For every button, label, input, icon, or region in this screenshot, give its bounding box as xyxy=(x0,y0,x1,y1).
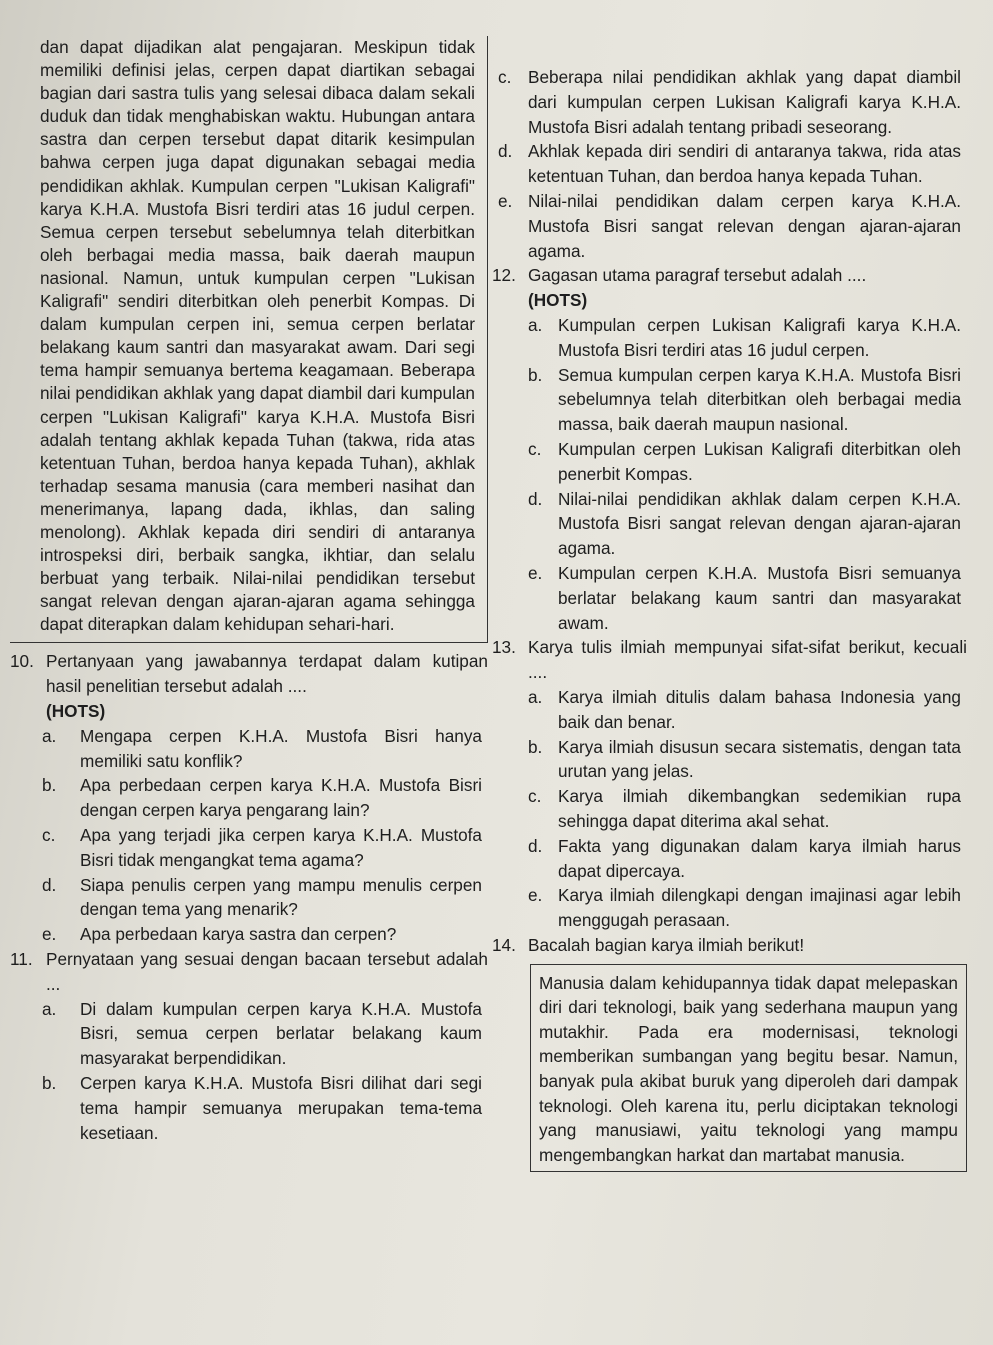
question-number: 13. xyxy=(492,637,516,658)
option-d[interactable]: d. Akhlak kepada diri sendiri di antaranya takwa, rida atas ketentuan Tuhan, dan berdoa hanya kepada Tuhan. xyxy=(498,141,961,187)
option-e[interactable]: e. Nilai-nilai pendidikan dalam cerpen karya K.H.A. Mustofa Bisri sangat relevan dengan ajaran-ajaran agama. xyxy=(498,190,961,261)
question-stem: Pertanyaan yang jawabannya terdapat dalam kutipan hasil penelitian tersebut adalah .... (HOTS) xyxy=(46,651,488,722)
hots-label: (HOTS) xyxy=(46,701,106,722)
question-stem: Gagasan utama paragraf tersebut adalah .... (HOTS) xyxy=(528,265,867,311)
option-d[interactable]: d. Siapa penulis cerpen yang mampu menulis cerpen dengan tema yang menarik? xyxy=(42,874,482,920)
option-e[interactable]: e. Kumpulan cerpen K.H.A. Mustofa Bisri semuanya berlatar belakang kaum santri dan masyarakat awam. xyxy=(528,562,961,633)
passage-text: dan dapat dijadikan alat pengajaran. Meskipun tidak memiliki definisi jelas, cerpen dapat diartikan sebagai bagian dari sastra tulis yang selesai dibaca dalam sekali duduk dan tidak menghabiskan waktu. Hubungan antara sastra dan cerpen tersebut dapat ditarik kesimpulan bahwa cerpen juga dapat digunakan sebagai media pendidikan akhlak. Kumpulan cerpen "Lukisan Kaligrafi" karya K.H.A. Mustofa Bisri terdiri atas 16 judul cerpen. Semua cerpen tersebut sebelumnya telah diterbitkan oleh berbagai media massa, baik daerah maupun nasional. Namun, untuk kumpulan cerpen "Lukisan Kaligrafi" sendiri diterbitkan oleh penerbit Kompas. Di dalam kumpulan cerpen ini, semua cerpen berlatar belakang kaum santri dan masyarakat awam. Dari segi tema hampir semuanya bertema keagamaan. Beberapa nilai pendidikan akhlak yang dapat diambil dari kumpulan cerpen "Lukisan Kaligrafi" karya K.H.A. Mustofa Bisri adalah tentang akhlak kepada Tuhan (takwa, rida atas ketentuan Tuhan, berdoa hanya kepada Tuhan), akhlak terhadap sesama manusia (cara memberi nasihat dan menerimanya, lapang dada, ikhlas, dan saling menolong). Akhlak kepada diri sendiri di antaranya introspeksi diri, berbaik sangka, ikhtiar, dan selalu berbuat yang terbaik. Nilai-nilai pendidikan tersebut sangat relevan dengan ajaran-ajaran agama sehingga dapat diterapkan dalam kehidupan sehari-hari. xyxy=(40,37,475,635)
reading-box xyxy=(530,964,967,1173)
question-number: 14. xyxy=(492,934,516,955)
question-number: 11. xyxy=(10,949,33,969)
option-d[interactable]: d. Fakta yang digunakan dalam karya ilmiah harus dapat dipercaya. xyxy=(528,835,961,881)
reading-text: Manusia dalam kehidupannya tidak dapat melepaskan diri dari teknologi, baik yang sederhana maupun yang mutakhir. Pada era modernisasi, teknologi memberikan sumbangan yang begitu besar. Namun, banyak pula akibat buruk yang diperoleh dari dampak teknologi. Oleh karena itu, perlu diciptakan teknologi yang manusiawi, yaitu teknologi yang mampu mengembangkan harkat dan martabat manusia. xyxy=(539,972,958,1165)
option-c[interactable]: c. Beberapa nilai pendidikan akhlak yang dapat diambil dari kumpulan cerpen Lukisan Kaligrafi karya K.H.A. Mustofa Bisri adalah tentang pribadi seseorang. xyxy=(498,67,961,137)
option-b[interactable]: b. Karya ilmiah disusun secara sistematis, dengan tata urutan yang jelas. xyxy=(528,736,961,782)
question-12 xyxy=(492,263,967,635)
option-c[interactable]: c. Apa yang terjadi jika cerpen karya K.H.A. Mustofa Bisri tidak mengangkat tema agama? xyxy=(42,825,482,870)
hots-label: (HOTS) xyxy=(528,290,588,311)
question-11 xyxy=(10,947,488,1145)
option-a[interactable]: a. Di dalam kumpulan cerpen karya K.H.A. Mustofa Bisri, semua cerpen berlatar belakang kaum masyarakat berpendidikan. xyxy=(42,998,482,1069)
question-14 xyxy=(492,933,967,1173)
question-number: 10. xyxy=(10,651,34,672)
option-a[interactable]: a. Mengapa cerpen K.H.A. Mustofa Bisri hanya memiliki satu konflik? xyxy=(42,725,482,771)
option-a[interactable]: a. Kumpulan cerpen Lukisan Kaligrafi karya K.H.A. Mustofa Bisri terdiri atas 16 judul cerpen. xyxy=(528,314,961,360)
question-13 xyxy=(492,635,967,933)
option-c[interactable]: c. Karya ilmiah dikembangkan sedemikian rupa sehingga dapat diterima akal sehat. xyxy=(528,786,961,831)
question-11-continued xyxy=(492,65,967,263)
option-e[interactable]: e. Apa perbedaan karya sastra dan cerpen? xyxy=(42,924,397,945)
option-b[interactable]: b. Apa perbedaan cerpen karya K.H.A. Mustofa Bisri dengan cerpen karya pengarang lain? xyxy=(42,775,482,821)
right-column xyxy=(492,65,967,1172)
passage-box xyxy=(10,36,488,643)
question-stem: Karya tulis ilmiah mempunyai sifat-sifat berikut, kecuali .... xyxy=(528,637,967,683)
option-c[interactable]: c. Kumpulan cerpen Lukisan Kaligrafi diterbitkan oleh penerbit Kompas. xyxy=(528,438,961,484)
question-number: 12. xyxy=(492,265,516,286)
option-a[interactable]: a. Karya ilmiah ditulis dalam bahasa Indonesia yang baik dan benar. xyxy=(528,686,961,732)
question-stem: Bacalah bagian karya ilmiah berikut! xyxy=(528,934,805,955)
option-d[interactable]: d. Nilai-nilai pendidikan akhlak dalam cerpen K.H.A. Mustofa Bisri sangat relevan dengan ajaran-ajaran agama. xyxy=(528,488,961,559)
option-b[interactable]: b. Semua kumpulan cerpen karya K.H.A. Mustofa Bisri sebelumnya telah diterbitkan oleh berbagai media massa, baik daerah maupun nasional. xyxy=(528,364,961,435)
left-column xyxy=(10,38,488,1145)
option-b[interactable]: b. Cerpen karya K.H.A. Mustofa Bisri dilihat dari segi tema hampir semuanya merupakan tema-tema kesetiaan. xyxy=(42,1072,482,1143)
question-10 xyxy=(10,649,488,947)
question-stem: Pernyataan yang sesuai dengan bacaan tersebut adalah ... xyxy=(46,949,488,994)
option-e[interactable]: e. Karya ilmiah dilengkapi dengan imajinasi agar lebih menggugah perasaan. xyxy=(528,885,961,931)
